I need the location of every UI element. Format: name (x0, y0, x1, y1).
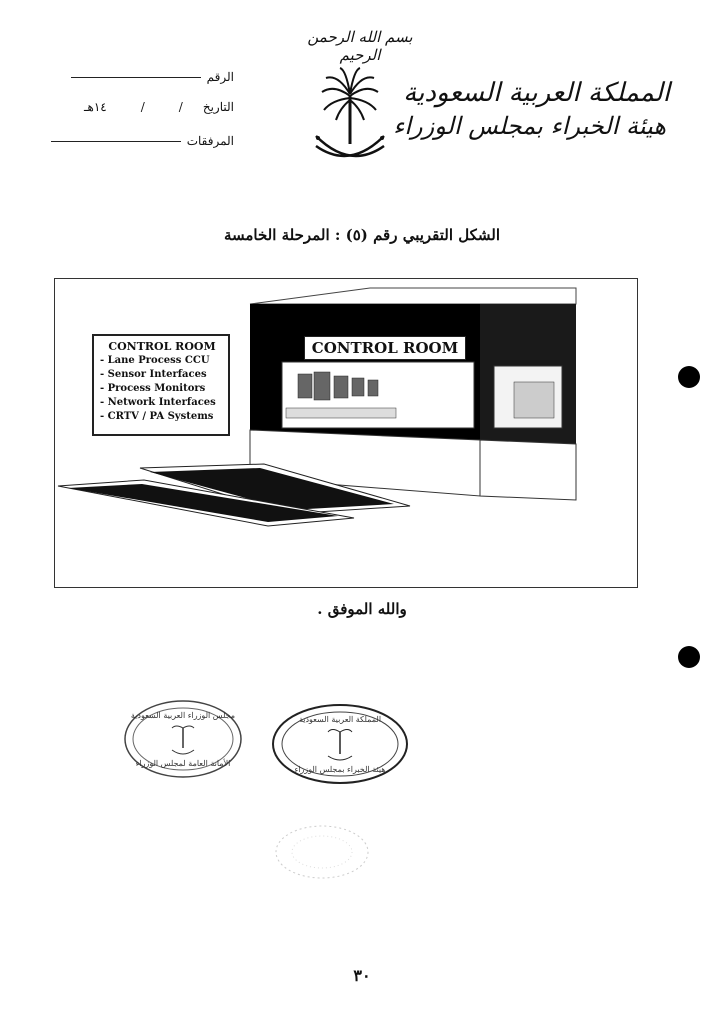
date-label: التاريخ (202, 100, 234, 114)
legend-item: - Network Interfaces (100, 397, 216, 408)
basmala: بسم الله الرحمن الرحيم (307, 28, 413, 64)
stamp-text: المملكة العربية السعودية (298, 715, 382, 724)
council-stamp-left (122, 698, 244, 780)
date-placeholder: / / ١٤هـ (84, 100, 183, 114)
experts-stamp-right (270, 702, 410, 786)
reference-label: الرقم (206, 70, 234, 84)
building-sign: CONTROL ROOM (304, 336, 466, 360)
attachments-field (51, 134, 234, 148)
stamp-text: مجلس الوزراء العربية السعودية (130, 711, 236, 720)
legend-item: - Sensor Interfaces (100, 369, 207, 380)
legend-item: - Process Monitors (100, 383, 206, 394)
control-room-legend (92, 334, 230, 436)
emblem-icon (312, 66, 388, 176)
kingdom-name: المملكة العربية السعودية (403, 78, 670, 108)
legend-item: - CRTV / PA Systems (100, 411, 214, 422)
page-number: ٣٠ (353, 966, 371, 985)
figure-title: الشكل التقريبي رقم (٥) : المرحلة الخامسة (223, 226, 501, 244)
binder-hole (678, 366, 700, 388)
reference-field (71, 70, 234, 84)
closing-text: والله الموفق . (317, 600, 407, 618)
agency-name: هيئة الخبراء بمجلس الوزراء (393, 112, 666, 140)
binder-hole (678, 646, 700, 668)
reference-line (71, 76, 201, 78)
faint-seal-impression (272, 822, 372, 882)
attachments-line (51, 140, 181, 142)
date-field (84, 100, 234, 114)
stamp-text: هيئة الخبراء بمجلس الوزراء (294, 765, 386, 774)
legend-item: - Lane Process CCU (100, 355, 210, 366)
legend-title: CONTROL ROOM (108, 340, 216, 353)
stamp-text: الأمانة العامة لمجلس الوزراء (135, 759, 231, 768)
attachments-label: المرفقات (186, 134, 234, 148)
